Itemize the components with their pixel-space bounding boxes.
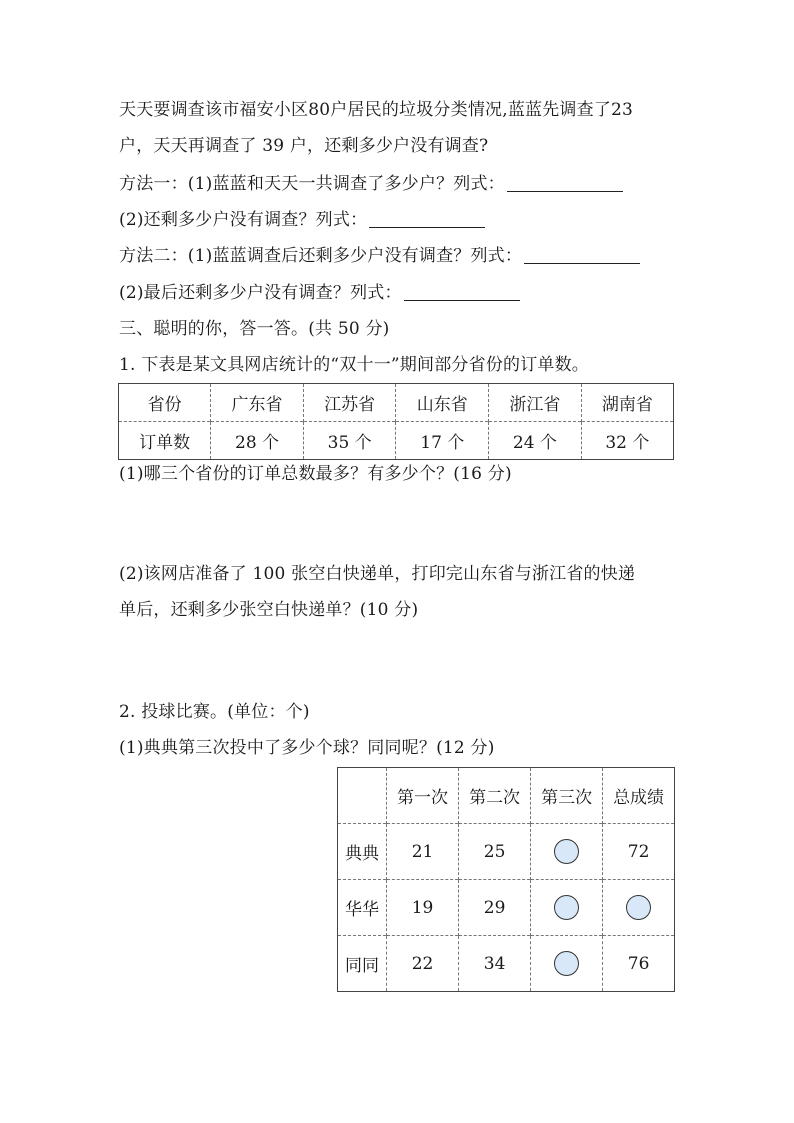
table-cell: 72 xyxy=(603,824,674,880)
question1-part2-line1: (2)该网店准备了 100 张空白快递单，打印完山东省与浙江省的快递 xyxy=(119,564,636,584)
method2-question1-text: 方法二：(1)蓝蓝调查后还剩多少户没有调查？列式： xyxy=(119,246,523,266)
table-header-cell: 广东省 xyxy=(211,384,304,422)
table-cell: 21 xyxy=(387,824,459,880)
table-cell: 订单数 xyxy=(119,422,211,460)
table-cell: 32 个 xyxy=(581,422,673,460)
method1-question2-text: (2)还剩多少户没有调查？列式： xyxy=(119,210,368,230)
table-cell: 29 xyxy=(459,880,531,936)
player-name: 华华 xyxy=(338,880,387,936)
method1-question1-text: 方法一：(1)蓝蓝和天天一共调查了多少户？列式： xyxy=(119,174,505,194)
orders-table xyxy=(119,384,673,459)
answer-blank-4[interactable] xyxy=(404,282,520,301)
table-cell: 17 个 xyxy=(396,422,489,460)
table-header-cell: 总成绩 xyxy=(603,768,674,824)
blank-circle[interactable] xyxy=(554,839,579,864)
question2-intro: 2. 投球比赛。(单位：个) xyxy=(119,702,310,722)
table-header-cell: 江苏省 xyxy=(303,384,396,422)
table-row xyxy=(338,768,674,824)
table-cell: 19 xyxy=(387,880,459,936)
table-row xyxy=(119,384,673,422)
section3-heading: 三、聪明的你，答一答。(共 50 分) xyxy=(119,319,390,339)
player-name: 典典 xyxy=(338,824,387,880)
table-row xyxy=(119,422,673,460)
table-cell: 76 xyxy=(603,936,674,992)
table-header-cell xyxy=(338,768,387,824)
question1-intro: 1. 下表是某文具网店统计的“双十一”期间部分省份的订单数。 xyxy=(119,355,590,375)
table-header-cell: 山东省 xyxy=(396,384,489,422)
table-header-cell: 浙江省 xyxy=(489,384,582,422)
table-header-cell: 第三次 xyxy=(531,768,603,824)
table-header-cell: 第二次 xyxy=(459,768,531,824)
table-cell xyxy=(531,824,603,880)
table-cell xyxy=(603,880,674,936)
throwing-score-table xyxy=(338,768,674,991)
table-header-cell: 省份 xyxy=(147,395,182,415)
answer-blank-3[interactable] xyxy=(524,245,640,264)
table-row xyxy=(338,880,674,936)
method2-question2 xyxy=(119,281,520,305)
player-name: 同同 xyxy=(338,936,387,992)
table-cell: 22 xyxy=(387,936,459,992)
method1-question2 xyxy=(119,208,485,232)
question1-part2-line2: 单后，还剩多少张空白快递单？(10 分) xyxy=(119,600,419,620)
table-cell xyxy=(531,936,603,992)
table-row xyxy=(338,936,674,992)
blank-circle[interactable] xyxy=(554,951,579,976)
method2-question2-text: (2)最后还剩多少户没有调查？列式： xyxy=(119,283,402,303)
blank-circle[interactable] xyxy=(626,895,651,920)
table-cell: 28 个 xyxy=(211,422,304,460)
problem-text-line1: 天天要调查该市福安小区80户居民的垃圾分类情况,蓝蓝先调查了23 xyxy=(119,100,634,120)
method1-question1 xyxy=(119,172,623,196)
table-header-cell: 第一次 xyxy=(387,768,459,824)
problem-text-line2: 户，天天再调查了 39 户，还剩多少户没有调查? xyxy=(119,136,489,156)
question2-part1: (1)典典第三次投中了多少个球？同同呢？(12 分) xyxy=(119,738,495,758)
answer-blank-2[interactable] xyxy=(369,209,485,228)
blank-circle[interactable] xyxy=(554,895,579,920)
table-cell: 25 xyxy=(459,824,531,880)
answer-blank-1[interactable] xyxy=(507,173,623,192)
table-cell xyxy=(531,880,603,936)
method2-question1 xyxy=(119,244,640,268)
table-cell: 35 个 xyxy=(303,422,396,460)
table-cell: 34 xyxy=(459,936,531,992)
question1-part1: (1)哪三个省份的订单总数最多？有多少个？(16 分) xyxy=(119,464,512,484)
table-cell: 24 个 xyxy=(489,422,582,460)
table-row xyxy=(338,824,674,880)
table-header-cell: 湖南省 xyxy=(581,384,673,422)
